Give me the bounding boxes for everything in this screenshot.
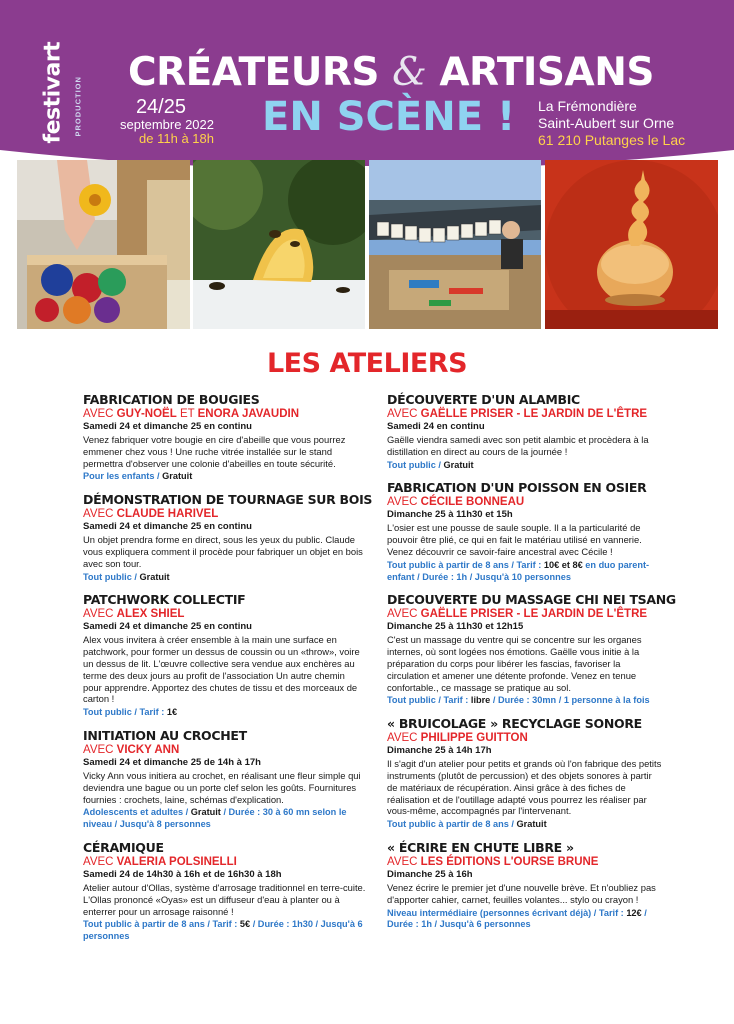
workshop-description: Venez fabriquer votre bougie en cire d'abeille que vous pourrez emmener chez vous ! Une ruche vitrée installée sur le stand permettra d'observer une colonie d'abeilles en toute sécurité.: [83, 434, 346, 469]
workshop-host: [387, 855, 663, 869]
info-audience: Tout public à partir de 8 ans / Tarif :: [83, 919, 238, 930]
info-price: 5€: [239, 919, 251, 930]
workshop-title: PATCHWORK COLLECTIF: [83, 592, 246, 608]
info-price: Gratuit: [443, 459, 474, 470]
workshop-title: « ÉCRIRE EN CHUTE LIBRE »: [387, 839, 574, 855]
info-price: Gratuit: [139, 571, 170, 582]
workshop-title: FABRICATION D'UN POISSON EN OSIER: [387, 480, 647, 496]
info-price: libre: [470, 695, 491, 706]
avec-label: AVEC: [83, 743, 114, 756]
host-name: CÉCILE BONNEAU: [420, 496, 525, 509]
workshop-tournage: [83, 492, 373, 583]
info-audience: Tout public /: [83, 571, 137, 582]
workshop-info: [387, 560, 663, 584]
workshop-host: [83, 407, 366, 421]
place-town: Saint-Aubert sur Orne: [538, 114, 675, 131]
event-title-line2: EN SCÈNE !: [262, 94, 516, 140]
workshop-info: [387, 819, 663, 831]
workshop-ceramique: [83, 840, 366, 943]
avec-label: AVEC: [387, 408, 418, 420]
workshop-title: DÉMONSTRATION DE TOURNAGE SUR BOIS: [83, 492, 373, 508]
workshop-schedule: Samedi 24 de 14h30 à 16h et de 16h30 à 18h: [83, 868, 282, 880]
host-name: ALEX SHIEL: [116, 608, 185, 621]
photo-honeycomb: [193, 160, 365, 329]
info-audience: Tout public à partir de 8 ans / Tarif :: [387, 559, 542, 570]
event-title-line1: [128, 50, 654, 95]
event-dates: [94, 96, 214, 147]
title-ampersand: &: [392, 50, 427, 95]
workshop-host: [83, 607, 366, 621]
workshop-description: Gaëlle viendra samedi avec son petit alambic et procèdera à la distillation en direct au cours de la journée !: [387, 434, 649, 457]
workshop-info: [83, 807, 366, 831]
workshop-massage: [387, 592, 676, 707]
host-name: CLAUDE HARIVEL: [116, 508, 219, 521]
title-word-artisans: ARTISANS: [439, 50, 654, 95]
host-name: LES ÉDITIONS L'OURSE BRUNE: [420, 855, 599, 868]
title-word-createurs: CRÉATEURS: [128, 50, 379, 95]
info-price: Gratuit: [162, 471, 193, 482]
workshop-title: INITIATION AU CROCHET: [83, 727, 247, 743]
info-audience: Tout public / Tarif :: [83, 707, 165, 718]
place-name: La Frémondière: [538, 98, 637, 114]
workshop-info: [83, 572, 366, 584]
workshop-schedule: Dimanche 25 à 11h30 et 15h: [387, 509, 513, 521]
info-price: 12€: [626, 907, 642, 918]
workshop-description: Atelier autour d'Ollas, système d'arrosage traditionnel en terre-cuite. L'Ollas prononcé «Oyas» est un diffuseur d'eau à planter ou à enterrer pour un arrosage raisonné !: [83, 881, 366, 917]
info-details: / Durée : 1h / Jusqu'à 6 personnes: [387, 907, 647, 930]
info-price: Gratuit: [190, 807, 221, 818]
workshop-schedule: Samedi 24 et dimanche 25 en continu: [83, 421, 252, 432]
workshop-title: CÉRAMIQUE: [83, 839, 164, 855]
workshop-title: FABRICATION DE BOUGIES: [83, 392, 260, 407]
workshop-info: [83, 919, 366, 943]
info-details: en duo parent-enfant / Durée : 1h / Jusqu'à 10 personnes: [387, 559, 650, 582]
workshop-host: [387, 731, 663, 745]
workshop-bruicolage: [387, 716, 663, 831]
photo-crochet: [17, 160, 190, 329]
workshop-host: [387, 607, 663, 621]
info-details: / Durée : 1h30 / Jusqu'à 6 personnes: [83, 919, 363, 942]
avec-label: AVEC: [387, 608, 418, 621]
host-name: GAËLLE PRISER - LE JARDIN DE L'ÊTRE: [420, 608, 648, 621]
workshop-description: C'est un massage du ventre qui se concentre sur les organes internes, où sont logées nos émotions. Gaëlle vous initie à la préparation du corps pour libérer les fascias, favoriser la circulation et amener une détente profonde. Venez en tenue confortable., ce massage se pratique au sol.: [387, 634, 642, 693]
workshop-patchwork: [83, 592, 366, 719]
workshop-description: Vicky Ann vous initiera au crochet, en réalisant une fleur simple qui deviendra une bague ou un porte clef selon les goûts. Fournitures fournies : crochets, laine, schémas d'explication.: [83, 769, 361, 805]
workshop-info: [83, 471, 366, 483]
workshop-title: « BRUICOLAGE » RECYCLAGE SONORE: [387, 716, 642, 732]
workshop-schedule: Samedi 24 et dimanche 25 en continu: [83, 521, 252, 533]
event-location: [538, 98, 685, 148]
host-name: GAËLLE PRISER - LE JARDIN DE L'ÊTRE: [420, 408, 648, 420]
workshop-host: [387, 495, 663, 509]
workshop-crochet: [83, 728, 366, 831]
workshop-schedule: Samedi 24 et dimanche 25 de 14h à 17h: [83, 756, 261, 768]
workshop-info: [83, 707, 366, 719]
workshop-ecrire: [387, 840, 663, 931]
workshop-host: [83, 743, 366, 757]
info-audience: Tout public à partir de 8 ans /: [387, 819, 514, 830]
festivart-logo: [30, 38, 83, 150]
date-hours: de 11h à 18h: [139, 131, 214, 147]
workshop-schedule: Dimanche 25 à 16h: [387, 868, 473, 880]
avec-label: AVEC: [83, 408, 114, 420]
section-title: LES ATELIERS: [266, 348, 468, 379]
workshop-description: Alex vous invitera à créer ensemble à la main une surface en patchwork, pour former un dessus de coussin ou un «throw», voire un dessus de lit. L'œuvre collective sera vendue aux enchères au terme des deux jours au profit de l'association Un autre chemin pour apprendre. Apportez des chutes de tissu et des morceaux de carton !: [83, 634, 360, 705]
avec-label: AVEC: [83, 508, 114, 521]
avec-label: AVEC: [387, 732, 418, 745]
info-price: Gratuit: [516, 819, 547, 830]
workshop-info: [387, 908, 663, 932]
date-days: 24/25: [135, 96, 186, 118]
date-month: septembre 2022: [120, 117, 214, 132]
place-postal: 61 210 Putanges le Lac: [538, 131, 686, 148]
joiner-label: ET: [179, 408, 195, 420]
workshop-host: [387, 407, 663, 421]
workshop-info: [387, 460, 663, 472]
workshop-title: DÉCOUVERTE D'UN ALAMBIC: [387, 392, 580, 407]
info-details: / Durée : 30 à 60 mn selon le niveau / Jusqu'à 8 personnes: [83, 807, 347, 830]
photo-bruicolage: [369, 160, 541, 329]
workshop-description: L'osier est une pousse de saule souple. Il a la particularité de pouvoir être plié, ce qui en fait le matériau utilisé en vannerie. Venez découvrir ce savoir-faire ancestral avec Cécile !: [387, 522, 642, 557]
workshop-bougies: [83, 392, 366, 483]
logo-wordmark: festivart: [40, 41, 66, 144]
host-name: VICKY ANN: [116, 743, 180, 756]
info-audience: Tout public /: [387, 459, 441, 470]
workshop-description: Un objet prendra forme en direct, sous les yeux du public. Claude vous expliquera comment il procède pour fabriquer un objet en bois avec son tour.: [83, 534, 363, 569]
workshops-right-column: [387, 392, 676, 940]
avec-label: AVEC: [83, 608, 114, 621]
logo-subtitle: PRODUCTION: [73, 76, 83, 137]
workshop-description: Venez écrire le premier jet d'une nouvelle brève. Et n'oubliez pas d'apporter cahier, carnet, feuilles volantes... stylo ou crayon !: [387, 881, 656, 905]
info-audience: Adolescents et adultes /: [83, 807, 189, 818]
workshop-schedule: Samedi 24 en continu: [387, 421, 485, 432]
avec-label: AVEC: [83, 855, 114, 868]
workshop-schedule: Dimanche 25 à 11h30 et 12h15: [387, 621, 524, 633]
host-name: PHILIPPE GUITTON: [420, 732, 528, 745]
host-name: GUY-NOËL: [116, 408, 177, 420]
header-banner: [0, 0, 734, 166]
info-price: 10€ et 8€: [543, 559, 583, 570]
info-audience: Pour les enfants /: [83, 471, 160, 482]
info-audience: Tout public / Tarif :: [387, 695, 469, 706]
avec-label: AVEC: [387, 496, 418, 509]
workshop-host: [83, 855, 366, 869]
host-name: VALERIA POLSINELLI: [116, 855, 237, 868]
workshop-alambic: [387, 392, 663, 471]
workshops-left-column: [83, 392, 373, 952]
workshop-description: Il s'agit d'un atelier pour petits et grands où l'on fabrique des petits instruments (plutôt de percussion) et des objets sonores à partir de matériaux de récupération. Ainsi grâce à des fiches de réalisation et de l'outillage adapté vous pourrez les réaliser par vous-même, accompagnés par l'intervenant.: [387, 758, 662, 817]
info-details: / Durée : 30mn / 1 personne à la fois: [492, 695, 650, 706]
workshop-poisson-osier: [387, 480, 663, 583]
workshop-schedule: Samedi 24 et dimanche 25 en continu: [83, 621, 252, 633]
info-price: 1€: [166, 707, 178, 718]
workshop-schedule: Dimanche 25 à 14h 17h: [387, 745, 492, 757]
avec-label: AVEC: [387, 855, 418, 868]
photo-strip: [17, 160, 718, 330]
workshop-info: [387, 695, 663, 707]
host-name: ENORA JAVAUDIN: [197, 408, 300, 420]
workshop-title: DECOUVERTE DU MASSAGE CHI NEI TSANG: [387, 592, 676, 608]
photo-wood-box: [545, 160, 718, 329]
workshop-host: [83, 507, 366, 521]
info-audience: Niveau intermédiaire (personnes écrivant déjà) / Tarif :: [387, 907, 624, 918]
